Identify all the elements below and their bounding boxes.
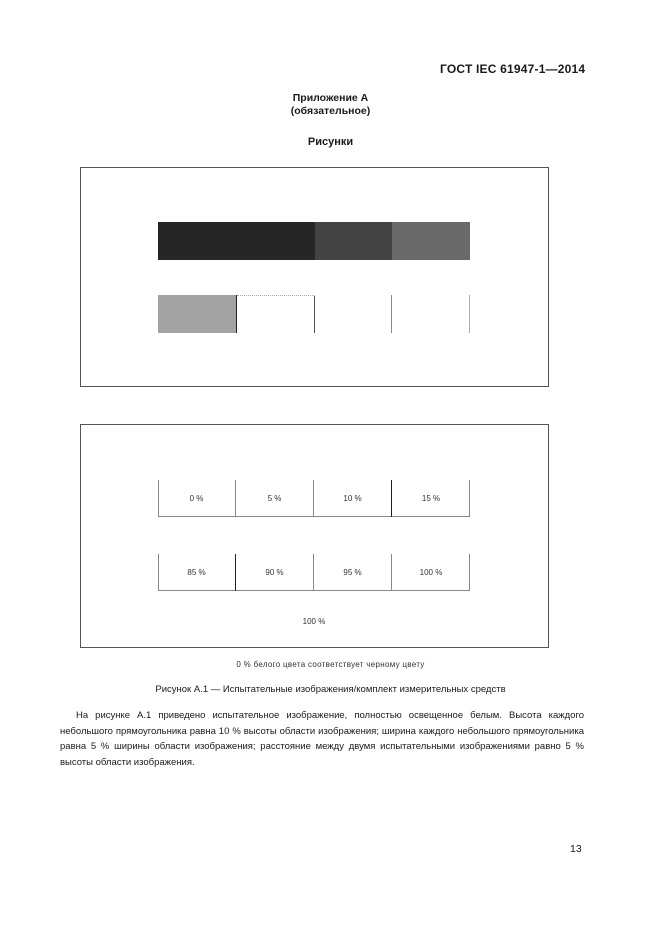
full-field-label: 100 % — [302, 616, 326, 626]
top-dotted-line — [237, 295, 315, 296]
gray-rect — [392, 222, 470, 260]
page-number: 13 — [570, 843, 582, 855]
light-gray-rect — [158, 295, 237, 333]
cell-5: 5 % — [236, 480, 314, 517]
separator-line — [391, 295, 392, 333]
standard-code: ГОСТ IEC 61947-1—2014 — [440, 62, 586, 76]
dotted-rect — [315, 222, 392, 260]
body-paragraph: На рисунке А.1 приведено испытательное изображение, полностью освещенное белым. Высота каждого небольшого прямоугольника равна 10 % высоты области изображения; ширина каждого небольшого прямоугольника равна 5 % ширины области изображения; расстояние между двумя испытательными изображениями равно 5 % высоты области изображения. — [60, 710, 584, 768]
test-image-light-frame — [80, 424, 549, 648]
test-image-dark-frame — [80, 167, 549, 387]
annex-title: Приложение А — [292, 92, 369, 104]
cell-100: 100 % — [419, 568, 443, 577]
annex-status: (обязательное) — [290, 105, 371, 117]
cell-0: 0 % — [158, 480, 236, 517]
figure-caption: Рисунок А.1 — Испытательные изображения/комплект измерительных средств — [155, 684, 506, 695]
black-rect — [158, 222, 315, 260]
figure-note: 0 % белого цвета соответствует черному цвету — [236, 660, 425, 669]
cell-85: 85 % — [158, 554, 236, 591]
cell-15: 15 % — [421, 494, 441, 503]
separator-line — [236, 295, 237, 333]
cell-95: 95 % — [314, 554, 392, 591]
separator-line — [469, 295, 470, 333]
cell-10: 10 % — [314, 480, 392, 517]
separator-line — [314, 295, 315, 333]
annex-heading — [0, 92, 661, 118]
section-title: Рисунки — [307, 136, 354, 148]
cell-90: 90 % — [236, 554, 314, 591]
